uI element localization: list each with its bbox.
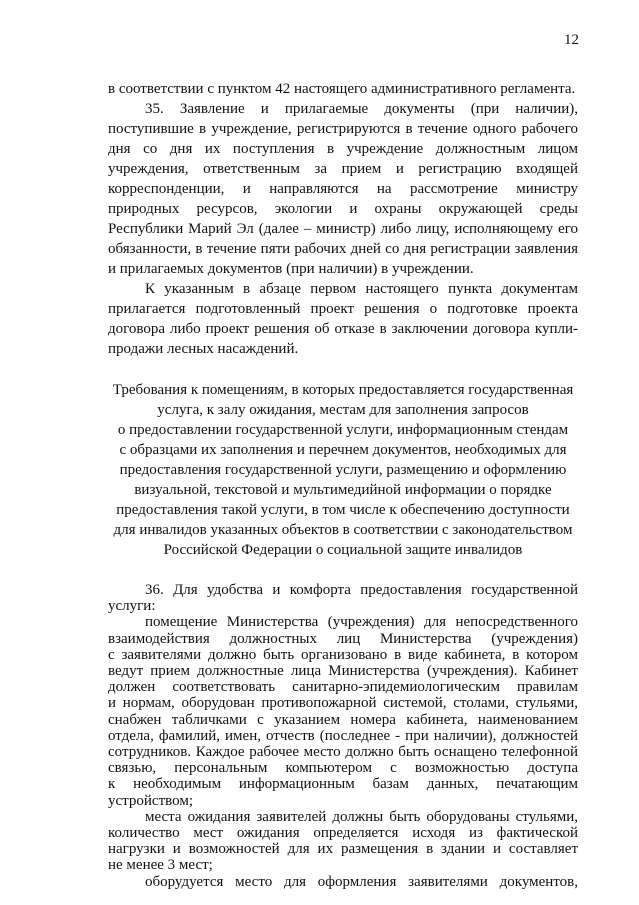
text-line: не менее 3 мест; — [108, 857, 213, 874]
text-line: обязанности, в течение пяти рабочих дней со дня регистрации заявления — [108, 241, 578, 257]
text-line: количество мест ожидания определяется исходя из фактической — [108, 825, 578, 841]
text-line: услуги: — [108, 598, 156, 615]
text-line: помещение Министерства (учреждения) для непосредственного — [145, 614, 578, 631]
heading-line: Требования к помещениям, в которых предоставляется государственная — [112, 382, 574, 398]
text-line: и нормам, оборудован противопожарной системой, столами, стульями, — [108, 695, 578, 712]
text-line: и прилагаемых документов (при наличии) в учреждении. — [108, 261, 474, 277]
heading-line: предоставления такой услуги, в том числе к обеспечению доступности — [116, 502, 570, 518]
text-line: корреспонденции, и направляются на рассмотрение министру — [108, 181, 578, 197]
text-line: нагрузки и возможностей для их размещения в здании и составляет — [108, 841, 578, 858]
heading-line: с образцами их заполнения и перечнем документов, необходимых для — [119, 442, 567, 458]
heading-line: для инвалидов указанных объектов в соответствии с законодательством — [113, 522, 573, 538]
text-line: дня со дня их поступления в учреждение должностным лицом — [108, 141, 578, 157]
text-line: отдела, фамилий, имен, отчеств (последнее - при наличии), должностей — [108, 727, 578, 744]
text-line: договора либо проект решения об отказе в заключении договора купли- — [108, 321, 578, 337]
text-line: поступившие в учреждение, регистрируются в течение одного рабочего — [108, 121, 578, 137]
text-line: связью, персональным компьютером с возможностью доступа — [108, 760, 578, 777]
heading-line: Российской Федерации о социальной защите инвалидов — [163, 542, 523, 558]
text-line: сотрудников. Каждое рабочее место должно быть оснащено телефонной — [108, 744, 578, 760]
text-line: в соответствии с пунктом 42 настоящего административного регламента. — [108, 81, 576, 97]
page-number: 12 — [564, 32, 579, 48]
text-line: прилагается подготовленный проект решения о подготовке проекта — [108, 301, 578, 317]
text-line: учреждения, ответственным за прием и регистрацию входящей — [108, 161, 578, 177]
text-line: Республики Марий Эл (далее – министр) либо лицу, исполняющему его — [108, 221, 578, 237]
heading-line: услуга, к залу ожидания, местам для заполнения запросов — [157, 402, 529, 418]
heading-line: визуальной, текстовой и мультимедийной информации о порядке — [134, 482, 552, 498]
text-line: снабжен табличками с указанием номера кабинета, наименованием — [108, 711, 578, 728]
text-line: взаимодействия должностных лиц Министерства (учреждения) — [108, 630, 578, 647]
text-line: продажи лесных насаждений. — [108, 341, 299, 357]
heading-line: о предоставлении государственной услуги, информационным стендам — [117, 422, 569, 438]
text-line: к необходимым информационным базам данных, печатающим — [108, 776, 578, 793]
text-line: 36. Для удобства и комфорта предоставления государственной — [145, 582, 578, 598]
text-line: К указанным в абзаце первом настоящего пункта документам — [145, 281, 578, 297]
text-line: с заявителями должно быть организовано в виде кабинета, в котором — [108, 646, 578, 663]
text-line: места ожидания заявителей должны быть оборудованы стульями, — [145, 808, 578, 825]
text-line: природных ресурсов, экологии и охраны окружающей среды — [108, 201, 578, 217]
text-line: ведут прием должностные лица Министерства (учреждения). Кабинет — [108, 663, 578, 679]
text-line: устройством; — [108, 792, 193, 809]
text-line: оборудуется место для оформления заявителями документов, — [145, 873, 578, 890]
heading-line: предоставления государственной услуги, размещению и оформлению — [119, 462, 567, 478]
text-line: 35. Заявление и прилагаемые документы (при наличии), — [145, 101, 578, 117]
text-line: должен соответствовать санитарно-эпидемиологическим правилам — [108, 679, 578, 696]
